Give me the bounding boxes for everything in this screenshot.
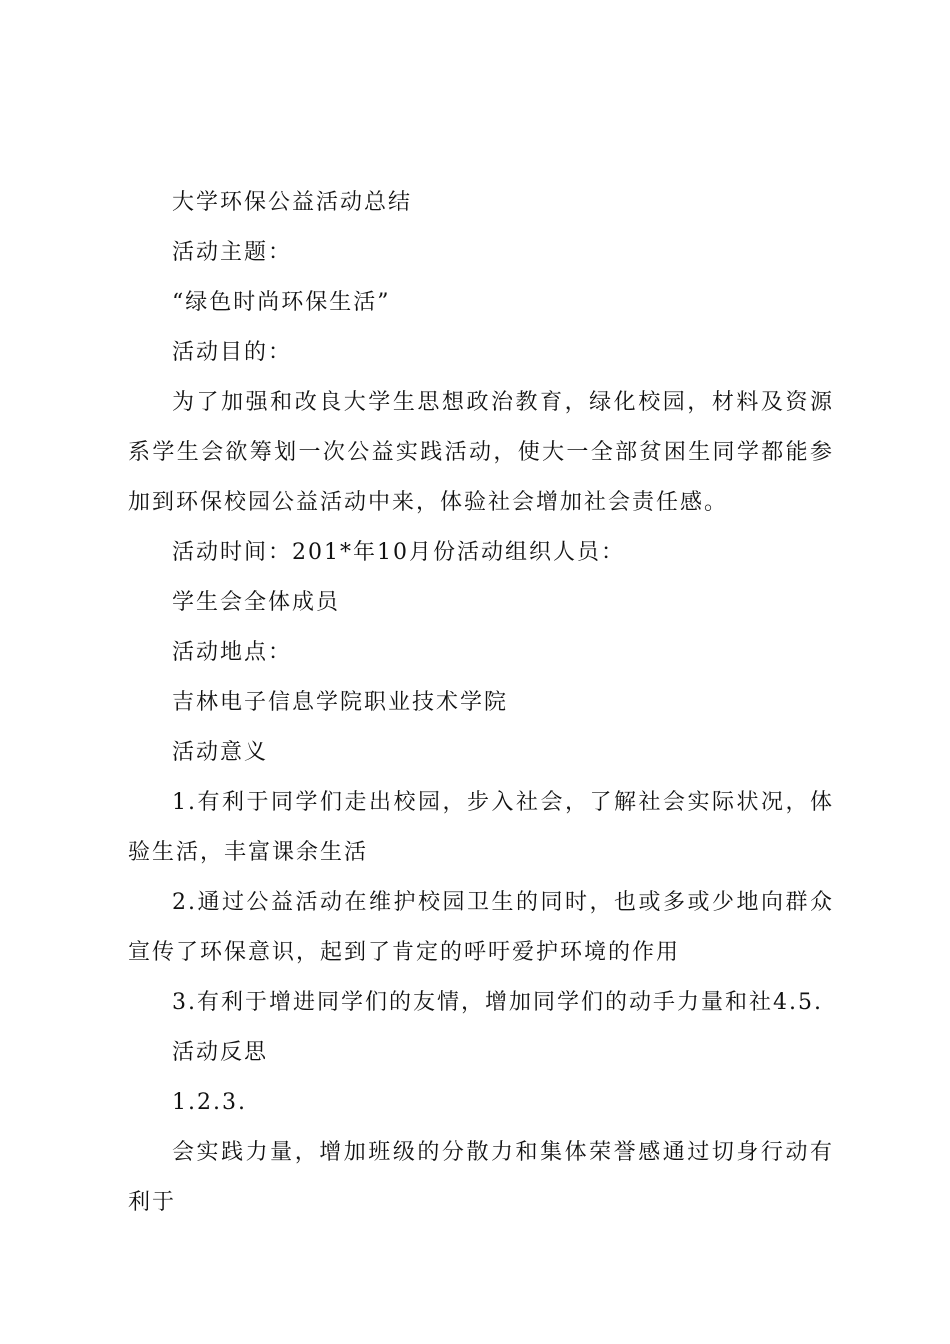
paragraph-reflection-list: 1.2.3.	[172, 1090, 247, 1115]
paragraph-location-value: 吉林电子信息学院职业技术学院	[172, 690, 509, 715]
paragraph-significance-2: 2.通过公益活动在维护校园卫生的同时，也或多或少地向群众宣传了环保意识，起到了肯定的呼吁爱护环境的作用	[128, 890, 834, 965]
paragraph-organizers-value: 学生会全体成员	[172, 590, 341, 615]
paragraph-significance-1: 1.有利于同学们走出校园，步入社会，了解社会实际状况，体验生活，丰富课余生活	[128, 790, 834, 865]
paragraph-significance-label: 活动意义	[172, 740, 269, 765]
document-body	[128, 178, 834, 1228]
paragraph-significance-3: 3.有利于增进同学们的友情，增加同学们的动手力量和社4.5.	[172, 990, 823, 1015]
paragraph-theme-value: “绿色时尚环保生活”	[172, 290, 391, 315]
paragraph-time-organizers: 活动时间：201*年10月份活动组织人员：	[172, 540, 625, 565]
paragraph-purpose-label: 活动目的：	[172, 340, 293, 365]
document-title: 大学环保公益活动总结	[172, 190, 413, 215]
paragraph-theme-label: 活动主题：	[172, 240, 293, 265]
paragraph-purpose-text: 为了加强和改良大学生思想政治教育，绿化校园，材料及资源系学生会欲筹划一次公益实践活动，使大一全部贫困生同学都能参加到环保校园公益活动中来，体验社会增加社会责任感。	[128, 390, 834, 515]
paragraph-location-label: 活动地点：	[172, 640, 293, 665]
paragraph-continuation: 会实践力量，增加班级的分散力和集体荣誉感通过切身行动有利于	[128, 1140, 834, 1215]
paragraph-reflection-label: 活动反思	[172, 1040, 269, 1065]
